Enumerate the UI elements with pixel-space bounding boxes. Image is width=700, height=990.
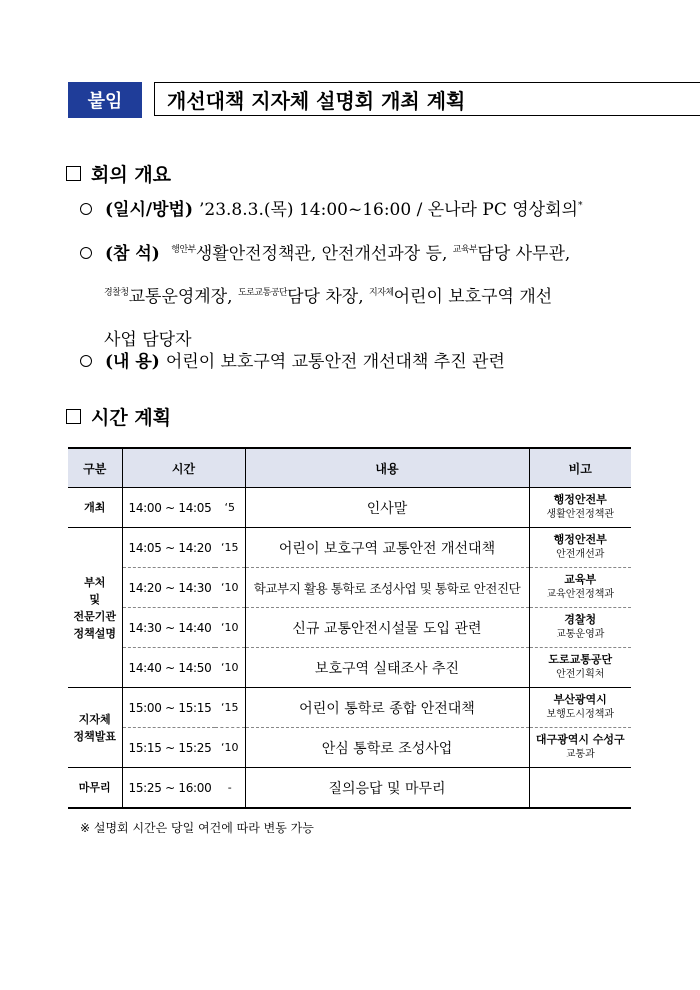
bullet-content	[80, 342, 640, 382]
note-cell	[529, 568, 631, 608]
content-cell: 질의응답 및 마무리	[245, 768, 529, 809]
group-label	[68, 528, 122, 688]
org-superscript: 도로교통공단	[237, 288, 288, 298]
group-label: 개최	[68, 488, 122, 528]
section-heading-overview	[66, 160, 171, 187]
section-title: 회의 개요	[91, 164, 172, 186]
group-label-line: 정책설명	[73, 626, 116, 640]
header-time: 시간	[122, 448, 245, 488]
table-row	[68, 528, 631, 568]
table-row	[68, 608, 631, 648]
duration-cell: ‘10	[215, 648, 245, 688]
circle-bullet-icon	[80, 355, 92, 367]
note-cell	[529, 608, 631, 648]
dept-name: 생활안전정책관	[546, 509, 615, 520]
org-superscript: 교육부	[452, 245, 478, 255]
content-cell: 인사말	[245, 488, 529, 528]
group-label-line: 정책발표	[73, 729, 116, 743]
org-superscript: 지자체	[369, 288, 394, 298]
duration-cell: ‘10	[215, 568, 245, 608]
duration-cell: ‘15	[215, 528, 245, 568]
org-name: 행정안전부	[553, 493, 607, 506]
note-cell	[529, 688, 631, 728]
org-superscript: 행안부	[171, 245, 196, 255]
duration-cell: ‘10	[215, 608, 245, 648]
time-cell: 14:00 ~ 14:05	[122, 488, 215, 528]
dept-name: 보행도시정책과	[546, 709, 615, 720]
bullet-datetime	[80, 190, 640, 233]
circle-bullet-icon	[80, 247, 92, 259]
time-cell: 14:40 ~ 14:50	[122, 648, 215, 688]
dept-name: 안전개선과	[556, 549, 605, 560]
dept-name: 교통운영과	[556, 629, 605, 640]
bullet-key: (일시/방법)	[105, 200, 193, 220]
dept-name: 안전기획처	[556, 669, 605, 680]
bullet-key: (참 석)	[105, 244, 160, 264]
bullet-text: 어린이 보호구역 교통안전 개선대책 추진 관련	[165, 352, 505, 372]
org-name: 부산광역시	[553, 693, 607, 706]
header-category: 구분	[68, 448, 122, 488]
table-row	[68, 568, 631, 608]
time-cell: 15:25 ~ 16:00	[122, 768, 215, 809]
table-row	[68, 648, 631, 688]
content-cell: 학교부지 활용 통학로 조성사업 및 통학로 안전진단	[245, 568, 529, 608]
time-cell: 14:05 ~ 14:20	[122, 528, 215, 568]
header-note: 비고	[529, 448, 631, 488]
note-cell	[529, 728, 631, 768]
attachment-header	[68, 82, 466, 118]
group-label	[68, 688, 122, 768]
attendee-text-tail: 사업 담당자	[104, 330, 192, 350]
note-cell	[529, 488, 631, 528]
note-cell	[529, 528, 631, 568]
group-label-line: 지자체	[78, 712, 111, 726]
table-row	[68, 488, 631, 528]
dept-name: 교통과	[565, 749, 595, 760]
section-heading-schedule	[66, 403, 171, 430]
schedule-table	[68, 447, 631, 809]
dept-name: 교육안전정책과	[546, 589, 615, 600]
footnote: ※ 설명회 시간은 당일 여건에 따라 변동 가능	[80, 821, 314, 835]
header-content: 내용	[245, 448, 529, 488]
time-cell: 15:00 ~ 15:15	[122, 688, 215, 728]
section-title: 시간 계획	[91, 407, 172, 429]
org-name: 대구광역시 수성구	[535, 733, 625, 746]
checkbox-square-icon	[66, 166, 81, 181]
content-cell: 어린이 통학로 종합 안전대책	[245, 688, 529, 728]
attendee-text: 생활안전정책관, 안전개선과장 등,	[195, 244, 448, 264]
time-cell: 15:15 ~ 15:25	[122, 728, 215, 768]
attachment-tag: 붙임	[68, 82, 142, 118]
group-label-line: 전문기관	[73, 609, 116, 623]
content-cell: 보호구역 실태조사 추진	[245, 648, 529, 688]
duration-cell: ‘5	[215, 488, 245, 528]
group-label-line: 및	[89, 592, 101, 606]
attendee-text: 어린이 보호구역 개선	[393, 287, 553, 307]
time-cell: 14:20 ~ 14:30	[122, 568, 215, 608]
duration-cell: ‘15	[215, 688, 245, 728]
org-name: 도로교통공단	[548, 653, 613, 666]
note-cell	[529, 648, 631, 688]
content-cell: 신규 교통안전시설물 도입 관련	[245, 608, 529, 648]
attendee-text: 담당 차장,	[287, 287, 364, 307]
time-cell: 14:30 ~ 14:40	[122, 608, 215, 648]
duration-cell: ‘10	[215, 728, 245, 768]
table-header-row	[68, 448, 631, 488]
bullet-text: ’23.8.3.(목) 14:00~16:00 / 온나라 PC 영상회의	[198, 200, 578, 220]
duration-cell: -	[215, 768, 245, 809]
attendee-text: 담당 사무관,	[477, 244, 571, 264]
org-name: 행정안전부	[553, 533, 607, 546]
checkbox-square-icon	[66, 409, 81, 424]
group-label-line: 부처	[84, 575, 106, 589]
table-row	[68, 728, 631, 768]
table-row	[68, 768, 631, 809]
attendee-text: 교통운영계장,	[128, 287, 233, 307]
group-label: 마무리	[68, 768, 122, 809]
asterisk-mark: *	[577, 201, 582, 211]
bullet-key: (내 용)	[105, 352, 160, 372]
document-title: 개선대책 지자체 설명회 개최 계획	[154, 82, 700, 116]
table-row	[68, 688, 631, 728]
org-name: 교육부	[564, 573, 597, 586]
content-cell: 어린이 보호구역 교통안전 개선대책	[245, 528, 529, 568]
org-name: 경찰청	[564, 613, 597, 626]
note-cell	[529, 768, 631, 809]
circle-bullet-icon	[80, 203, 92, 215]
org-superscript: 경찰청	[104, 288, 129, 298]
content-cell: 안심 통학로 조성사업	[245, 728, 529, 768]
